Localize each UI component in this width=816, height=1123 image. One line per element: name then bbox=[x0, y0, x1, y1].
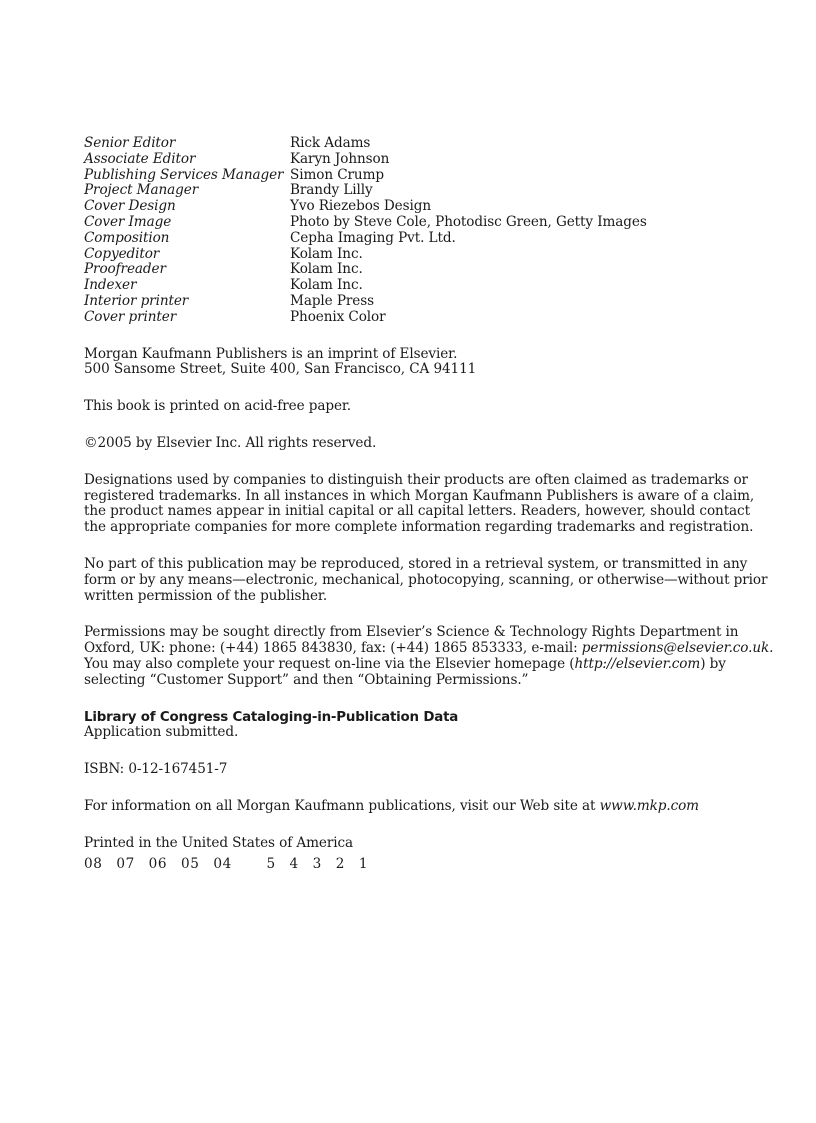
cip-text: Application submitted. bbox=[84, 724, 239, 741]
paragraph-line: Permissions may be sought directly from Elsevier’s Science & Technology Rights Department in bbox=[84, 624, 739, 641]
paper-note bbox=[84, 399, 744, 415]
elsevier-homepage-link[interactable]: http://elsevier.com bbox=[574, 655, 701, 672]
paragraph-line: Designations used by companies to distinguish their products are often claimed as trademarks or bbox=[84, 471, 748, 488]
publisher-address: 500 Sansome Street, Suite 400, San Francisco, CA 94111 bbox=[84, 361, 477, 378]
credit-role: Cover Image bbox=[84, 213, 172, 230]
cip-heading: Library of Congress Cataloging-in-Publication Data bbox=[84, 709, 459, 725]
credit-name: Cepha Imaging Pvt. Ltd. bbox=[290, 229, 456, 246]
paragraph-line: the product names appear in initial capital or all capital letters. Readers, however, should contact bbox=[84, 503, 750, 520]
paragraph-line bbox=[84, 640, 774, 657]
mkp-website-link[interactable]: www.mkp.com bbox=[599, 797, 699, 814]
publisher-imprint: Morgan Kaufmann Publishers is an imprint of Elsevier. bbox=[84, 345, 458, 362]
copyright-page bbox=[84, 135, 774, 872]
publisher-info bbox=[84, 347, 744, 379]
credit-name: Brandy Lilly bbox=[290, 182, 373, 199]
permissions-paragraph bbox=[84, 624, 774, 688]
credit-role: Senior Editor bbox=[84, 135, 176, 151]
credit-name: Karyn Johnson bbox=[290, 150, 390, 167]
paragraph-line: No part of this publication may be reproduced, stored in a retrieval system, or transmitted in any bbox=[84, 555, 748, 572]
permissions-online-text: You may also complete your request on-line via the Elsevier homepage ( bbox=[84, 655, 575, 672]
copyright-text: ©2005 by Elsevier Inc. All rights reserved. bbox=[84, 434, 377, 451]
credit-name: Kolam Inc. bbox=[290, 261, 363, 278]
credit-role: Indexer bbox=[84, 277, 137, 294]
paragraph-line: the appropriate companies for more complete information regarding trademarks and registration. bbox=[84, 519, 754, 536]
credit-name: Simon Crump bbox=[290, 166, 384, 183]
paragraph-line: selecting “Customer Support” and then “Obtaining Permissions.” bbox=[84, 671, 529, 688]
isbn-text: ISBN: 0-12-167451-7 bbox=[84, 761, 228, 778]
paragraph-line: registered trademarks. In all instances in which Morgan Kaufmann Publishers is aware of a claim, bbox=[84, 487, 755, 504]
paragraph-line bbox=[84, 799, 744, 815]
paragraph-line: written permission of the publisher. bbox=[84, 587, 328, 604]
credit-role: Associate Editor bbox=[84, 150, 196, 167]
printing-block bbox=[84, 836, 744, 873]
paragraph-line bbox=[84, 657, 744, 673]
credit-name: Yvo Riezebos Design bbox=[290, 198, 432, 215]
reproduction-paragraph bbox=[84, 555, 768, 604]
permissions-contact: Oxford, UK: phone: (+44) 1865 843830, fax: (+44) 1865 853333, e-mail: bbox=[84, 640, 582, 657]
credit-name: Kolam Inc. bbox=[290, 245, 363, 262]
isbn-block bbox=[84, 762, 744, 778]
credit-role: Proofreader bbox=[84, 261, 166, 278]
credit-name: Maple Press bbox=[290, 292, 374, 309]
printing-numbers: 08 07 06 05 04 5 4 3 2 1 bbox=[84, 855, 369, 872]
credit-role: Composition bbox=[84, 229, 170, 246]
website-text: For information on all Morgan Kaufmann publications, visit our Web site at bbox=[84, 797, 600, 814]
trademarks-paragraph bbox=[84, 471, 755, 536]
copyright-notice bbox=[84, 436, 744, 452]
credit-role: Project Manager bbox=[84, 182, 199, 199]
credit-role: Cover Design bbox=[84, 198, 176, 215]
credit-role: Copyeditor bbox=[84, 245, 160, 262]
credit-name: Phoenix Color bbox=[290, 308, 386, 325]
website-block bbox=[84, 799, 744, 815]
paragraph-line: form or by any means—electronic, mechanical, photocopying, scanning, or otherwise—without prior bbox=[84, 571, 768, 588]
credit-name: Kolam Inc. bbox=[290, 277, 363, 294]
credit-name: Photo by Steve Cole, Photodisc Green, Getty Images bbox=[290, 213, 647, 230]
permissions-email-link[interactable]: permissions@elsevier.co.uk. bbox=[581, 640, 774, 657]
paper-note-text: This book is printed on acid-free paper. bbox=[84, 398, 352, 415]
credit-role: Interior printer bbox=[84, 292, 189, 309]
credits-list bbox=[84, 136, 744, 326]
credit-role: Cover printer bbox=[84, 308, 177, 325]
printed-country: Printed in the United States of America bbox=[84, 834, 354, 851]
cip-block bbox=[84, 710, 744, 742]
credit-name: Rick Adams bbox=[290, 135, 371, 151]
permissions-online-suffix: ) by bbox=[700, 655, 726, 672]
credit-role: Publishing Services Manager bbox=[84, 166, 284, 183]
